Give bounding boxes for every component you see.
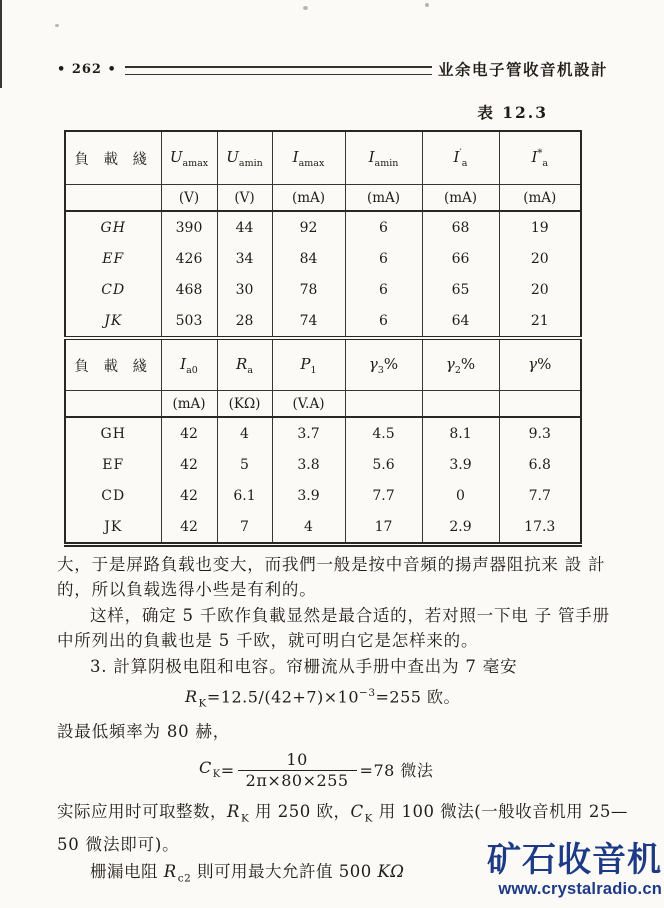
row-label: GH <box>100 425 126 442</box>
value-cell: 44 <box>217 211 272 243</box>
value-cell: 42 <box>161 480 217 511</box>
crystalradio-logo: 矿石收音机 <box>487 841 662 879</box>
value-cell: 30 <box>217 274 272 305</box>
value-cell: 84 <box>272 243 345 274</box>
body-line: 实际应用时可取整数，$R_K$ 用 250 欧，$C_K$ 用 100 微法(一般收音机用 25— <box>57 802 628 825</box>
body-line: 的，所以負载选得小些是有利的。 <box>57 580 317 600</box>
formula-result: =78 微法 <box>359 761 434 781</box>
fraction-denominator: 2π×80×255 <box>238 770 357 791</box>
header-rule <box>125 66 432 75</box>
col-header: $U_{amin}$ <box>217 131 272 185</box>
body-line: 这样，确定 5 千欧作負載显然是最合适的，若对照一下电 子 管手册 <box>90 605 610 625</box>
equals-sign: = <box>220 761 235 781</box>
col-header: $\gamma_3\%$ <box>345 338 422 391</box>
value-cell: 7.7 <box>499 480 581 511</box>
table-header-row <box>65 131 581 185</box>
table-row <box>65 511 581 545</box>
value-cell: 0 <box>422 480 499 511</box>
row-label: JK <box>104 312 123 329</box>
value-cell: 2.9 <box>422 511 499 545</box>
value-cell: 17 <box>345 511 422 545</box>
value-cell: 3.8 <box>272 449 345 480</box>
fraction <box>238 750 357 791</box>
value-cell: 8.1 <box>422 417 499 449</box>
value-cell: 4 <box>272 511 345 545</box>
value-cell: 4 <box>217 417 272 449</box>
value-cell: 17.3 <box>499 511 581 545</box>
table-body-2 <box>65 417 581 545</box>
value-cell: 42 <box>161 417 217 449</box>
col-header: $I_{amin}$ <box>345 131 422 185</box>
value-cell: 64 <box>422 305 499 338</box>
value-cell: 19 <box>499 211 581 243</box>
col-header: $P_1$ <box>272 338 345 391</box>
table-caption: 表 12.3 <box>477 103 548 122</box>
col-header: $R_a$ <box>217 338 272 391</box>
table-body-1 <box>65 211 581 338</box>
value-cell: 28 <box>217 305 272 338</box>
unit-cell: (mA) <box>499 185 581 212</box>
unit-cell: (V) <box>217 185 272 212</box>
value-cell: 3.9 <box>422 449 499 480</box>
value-cell: 503 <box>161 305 217 338</box>
value-cell: 6 <box>345 274 422 305</box>
value-cell: 78 <box>272 274 345 305</box>
value-cell: 7 <box>217 511 272 545</box>
formula-ck <box>199 750 609 791</box>
watermark <box>478 841 662 899</box>
value-cell: 20 <box>499 274 581 305</box>
units-row <box>65 391 581 418</box>
page-number: • 262 • <box>57 61 117 77</box>
table-row <box>65 417 581 449</box>
body-line: 栅漏电阻 $R_{c2}$ 則可用最大允許值 500 KΩ <box>90 862 405 885</box>
unit-cell <box>499 391 581 418</box>
value-cell: 74 <box>272 305 345 338</box>
table-row <box>65 243 581 274</box>
table-row <box>65 449 581 480</box>
scan-speck <box>425 3 429 7</box>
value-cell: 6.1 <box>217 480 272 511</box>
value-cell: 390 <box>161 211 217 243</box>
row-label: EF <box>102 250 125 267</box>
value-cell: 6 <box>345 243 422 274</box>
scan-edge-artifact <box>0 0 2 88</box>
value-cell: 3.7 <box>272 417 345 449</box>
col-header: γ% <box>499 338 581 391</box>
table-row <box>65 211 581 243</box>
units-row <box>65 185 581 212</box>
value-cell: 34 <box>217 243 272 274</box>
unit-cell: (mA) <box>272 185 345 212</box>
row-label: CD <box>101 281 126 298</box>
scan-speck <box>303 6 308 10</box>
ck-variable: $C_K$ <box>199 757 221 780</box>
data-table <box>64 130 582 547</box>
row-label: CD <box>101 487 126 504</box>
value-cell: 5.6 <box>345 449 422 480</box>
body-line: 3. 計算阴极电阻和电容。帘栅流从手册中查出为 7 毫安 <box>90 656 518 676</box>
table-row <box>65 305 581 338</box>
unit-cell <box>422 391 499 418</box>
row-label: JK <box>104 518 123 535</box>
row-label: EF <box>102 456 125 473</box>
value-cell: 468 <box>161 274 217 305</box>
body-line: 設最低頻率为 80 赫， <box>57 721 231 741</box>
table-row <box>65 480 581 511</box>
fraction-numerator: 10 <box>286 750 308 770</box>
row-label: GH <box>100 219 126 236</box>
formula-rk: $R_K=12.5/(42+7)\times 10^{-3}=255$ 欧。 <box>185 687 461 710</box>
body-line: 中所列出的負載也是 5 千欧，就可明白它是怎样来的。 <box>57 631 479 651</box>
value-cell: 42 <box>161 511 217 545</box>
unit-cell: (mA) <box>161 391 217 418</box>
value-cell: 65 <box>422 274 499 305</box>
unit-cell: (KΩ) <box>217 391 272 418</box>
value-cell: 4.5 <box>345 417 422 449</box>
value-cell: 21 <box>499 305 581 338</box>
table-header-row <box>65 338 581 391</box>
unit-cell: (mA) <box>345 185 422 212</box>
empty-cell <box>65 391 161 418</box>
col-header: $U_{amax}$ <box>161 131 217 185</box>
value-cell: 42 <box>161 449 217 480</box>
value-cell: 20 <box>499 243 581 274</box>
value-cell: 68 <box>422 211 499 243</box>
value-cell: 5 <box>217 449 272 480</box>
value-cell: 66 <box>422 243 499 274</box>
row-group-header: 負 載 綫 <box>65 338 161 391</box>
unit-cell <box>345 391 422 418</box>
watermark-url: www.crystalradio.cn <box>498 880 662 898</box>
value-cell: 7.7 <box>345 480 422 511</box>
unit-cell: (V.A) <box>272 391 345 418</box>
body-line: 大，于是屏路負载也变大，而我們一般是按中音頻的揚声器阻抗来 設 計 <box>57 555 606 574</box>
unit-cell: (mA) <box>422 185 499 212</box>
col-header: $I_{amax}$ <box>272 131 345 185</box>
col-header: $\gamma_2\%$ <box>422 338 499 391</box>
empty-cell <box>65 185 161 212</box>
book-title: 业余电子管收音机設計 <box>437 60 608 79</box>
row-group-header: 負 載 綫 <box>74 151 153 168</box>
value-cell: 6 <box>345 211 422 243</box>
value-cell: 426 <box>161 243 217 274</box>
value-cell: 3.9 <box>272 480 345 511</box>
value-cell: 6 <box>345 305 422 338</box>
table-row <box>65 274 581 305</box>
col-header: $I'_a$ <box>422 131 499 185</box>
unit-cell: (V) <box>161 185 217 212</box>
value-cell: 6.8 <box>499 449 581 480</box>
running-header <box>57 58 608 80</box>
scan-speck <box>55 24 59 27</box>
col-header: $I^*_a$ <box>499 131 581 185</box>
value-cell: 92 <box>272 211 345 243</box>
value-cell: 9.3 <box>499 417 581 449</box>
col-header: $I_{a0}$ <box>161 338 217 391</box>
body-line: 50 微法即可)。 <box>57 835 180 855</box>
